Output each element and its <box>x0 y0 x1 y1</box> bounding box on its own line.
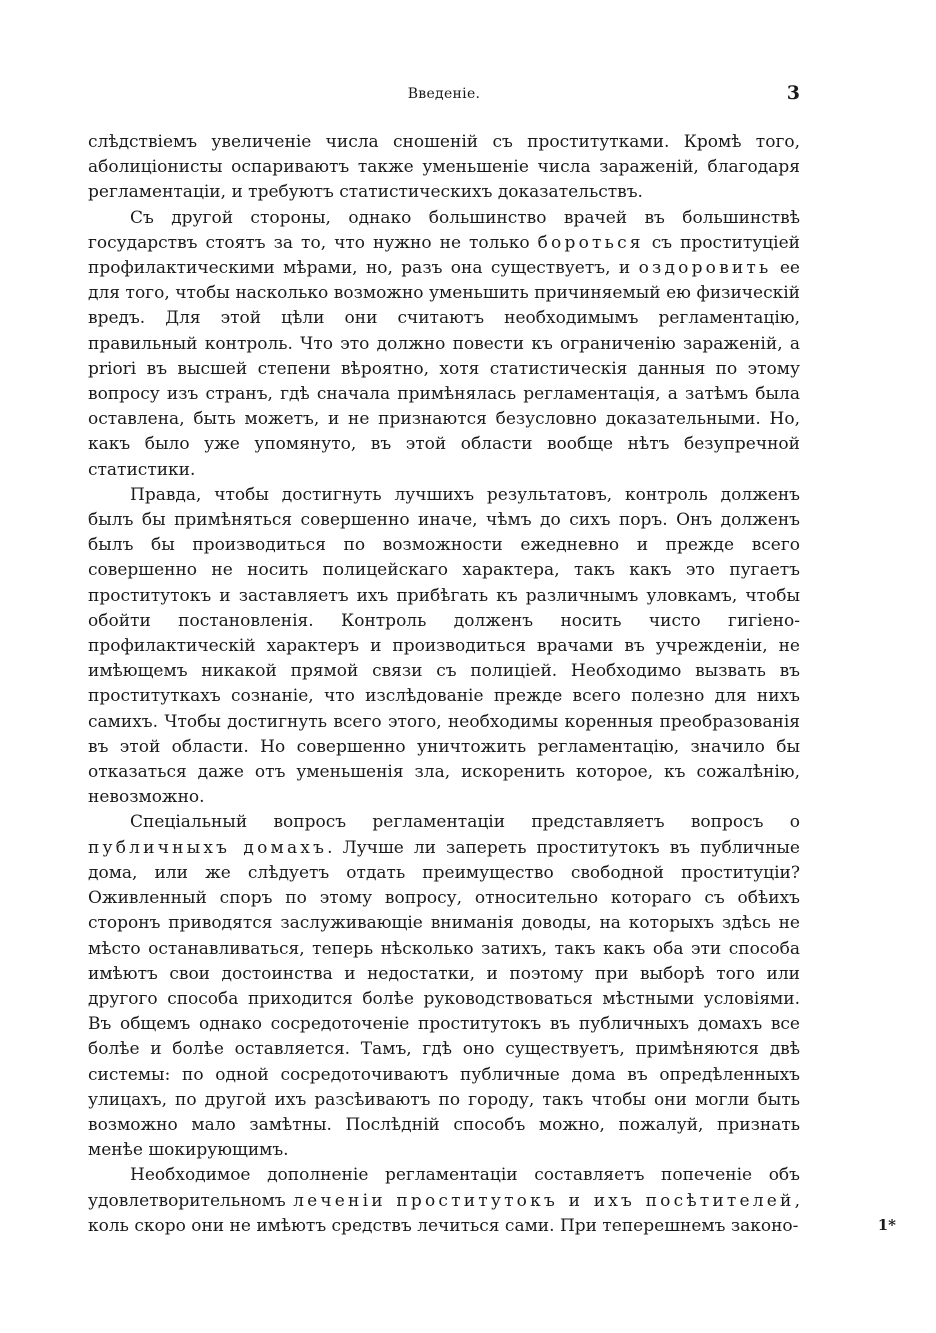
signature-mark: 1* <box>877 1216 896 1234</box>
page-number: 3 <box>786 82 800 104</box>
running-head <box>88 82 800 116</box>
paragraph-text: . Лучше ли запереть проститутокъ въ публичные дома, или же слѣдуетъ отдать преимущество свободной проституціи? Оживленный споръ по этому вопросу, относительно котораго съ обѣихъ сторонъ приводятся заслуживающіе вниманія доводы, на которыхъ здѣсь не мѣсто останавливаться, теперь нѣсколько затихъ, такъ какъ оба эти способа имѣютъ свои достоинства и недостатки, и поэтому при выборѣ того или другого способа приходится болѣе руководствоваться мѣстными условіями. Въ общемъ однако сосредоточеніе проститутокъ въ публичныхъ домахъ все болѣе и болѣе оставляется. Тамъ, гдѣ оно существуетъ, примѣняются двѣ системы: по одной сосредоточиваютъ публичные дома въ опредѣленныхъ улицахъ, по другой ихъ разсѣиваютъ по городу, такъ чтобы они могли быть возможно мало замѣтны. Послѣдній способъ можно, пожалуй, признать менѣе шокирующимъ. <box>88 837 800 1161</box>
paragraph-1 <box>88 130 800 206</box>
paragraph-2 <box>88 206 800 483</box>
spaced-emphasis: оздоровить <box>638 258 772 279</box>
paragraph-text: Съ другой стороны, однако большинство врачей въ большинствѣ государствъ стоятъ за то, что нужно не только <box>88 207 800 253</box>
spaced-emphasis: бороться <box>537 232 644 253</box>
paragraph-text: ее для того, чтобы насколько возможно уменьшить причиняемый ею физическій вредъ. Для этой цѣли они считаютъ необходимымъ регламентацію, правильный контроль. Что это должно повести къ ограниченію зараженій, а priori въ высшей степени вѣроятно, хотя статистическія данныя по этому вопросу изъ странъ, гдѣ сначала примѣнялась регламентація, а затѣмъ была оставлена, быть можетъ, и не признаются безусловно доказательными. Но, какъ было уже упомянуто, въ этой области вообще нѣтъ безупречной статистики. <box>88 258 800 480</box>
spaced-emphasis: леченіи проститутокъ и ихъ посѣтителей <box>293 1190 795 1211</box>
paragraph-text: Необходимое дополненіе регламентаціи составляетъ попеченіе объ удовлетворительномъ <box>88 1165 800 1211</box>
spaced-emphasis: публичныхъ домахъ <box>88 837 328 858</box>
paragraph-5 <box>88 1163 800 1239</box>
paragraph-text: Правда, чтобы достигнуть лучшихъ результатовъ, контроль долженъ былъ бы примѣняться совершенно иначе, чѣмъ до сихъ поръ. Онъ долженъ былъ бы производиться по возможности ежедневно и прежде всего совершенно не носить полицейскаго характера, такъ какъ это пугаетъ проститутокъ и заставляетъ ихъ прибѣгать къ различнымъ уловкамъ, чтобы обойти постановленія. Контроль долженъ носить чисто гигіено-профилактическій характеръ и производиться врачами въ учрежденіи, не имѣющемъ никакой прямой связи съ полиціей. Необходимо вызвать въ проституткахъ сознаніе, что изслѣдованіе прежде всего полезно для нихъ самихъ. Чтобы достигнуть всего этого, необходимы коренныя преобразованія въ этой области. Но совершенно уничтожить регламентацію, значило бы отказаться даже отъ уменьшенія зла, искоренить которое, къ сожалѣнію, невозможно. <box>88 484 800 808</box>
paragraph-text: слѣдствіемъ увеличеніе числа сношеній съ проститутками. Кромѣ того, аболиціонисты оспариваютъ также уменьшеніе числа зараженій, благодаря регламентаціи, и требуютъ статистическихъ доказательствъ. <box>88 132 800 203</box>
paragraph-text: съ проституціей профилактическими мѣрами, но, разъ она существуетъ, и <box>88 232 800 279</box>
book-page <box>88 82 800 1239</box>
paragraph-text: Спеціальный вопросъ регламентаціи представляетъ вопросъ о <box>130 812 800 833</box>
body-text <box>88 130 800 1239</box>
running-title: Введеніе. <box>407 86 481 102</box>
paragraph-text: , коль скоро они не имѣютъ средствъ лечиться сами. При теперешнемъ законо- <box>88 1190 800 1236</box>
paragraph-4 <box>88 810 800 1163</box>
paragraph-3 <box>88 483 800 811</box>
